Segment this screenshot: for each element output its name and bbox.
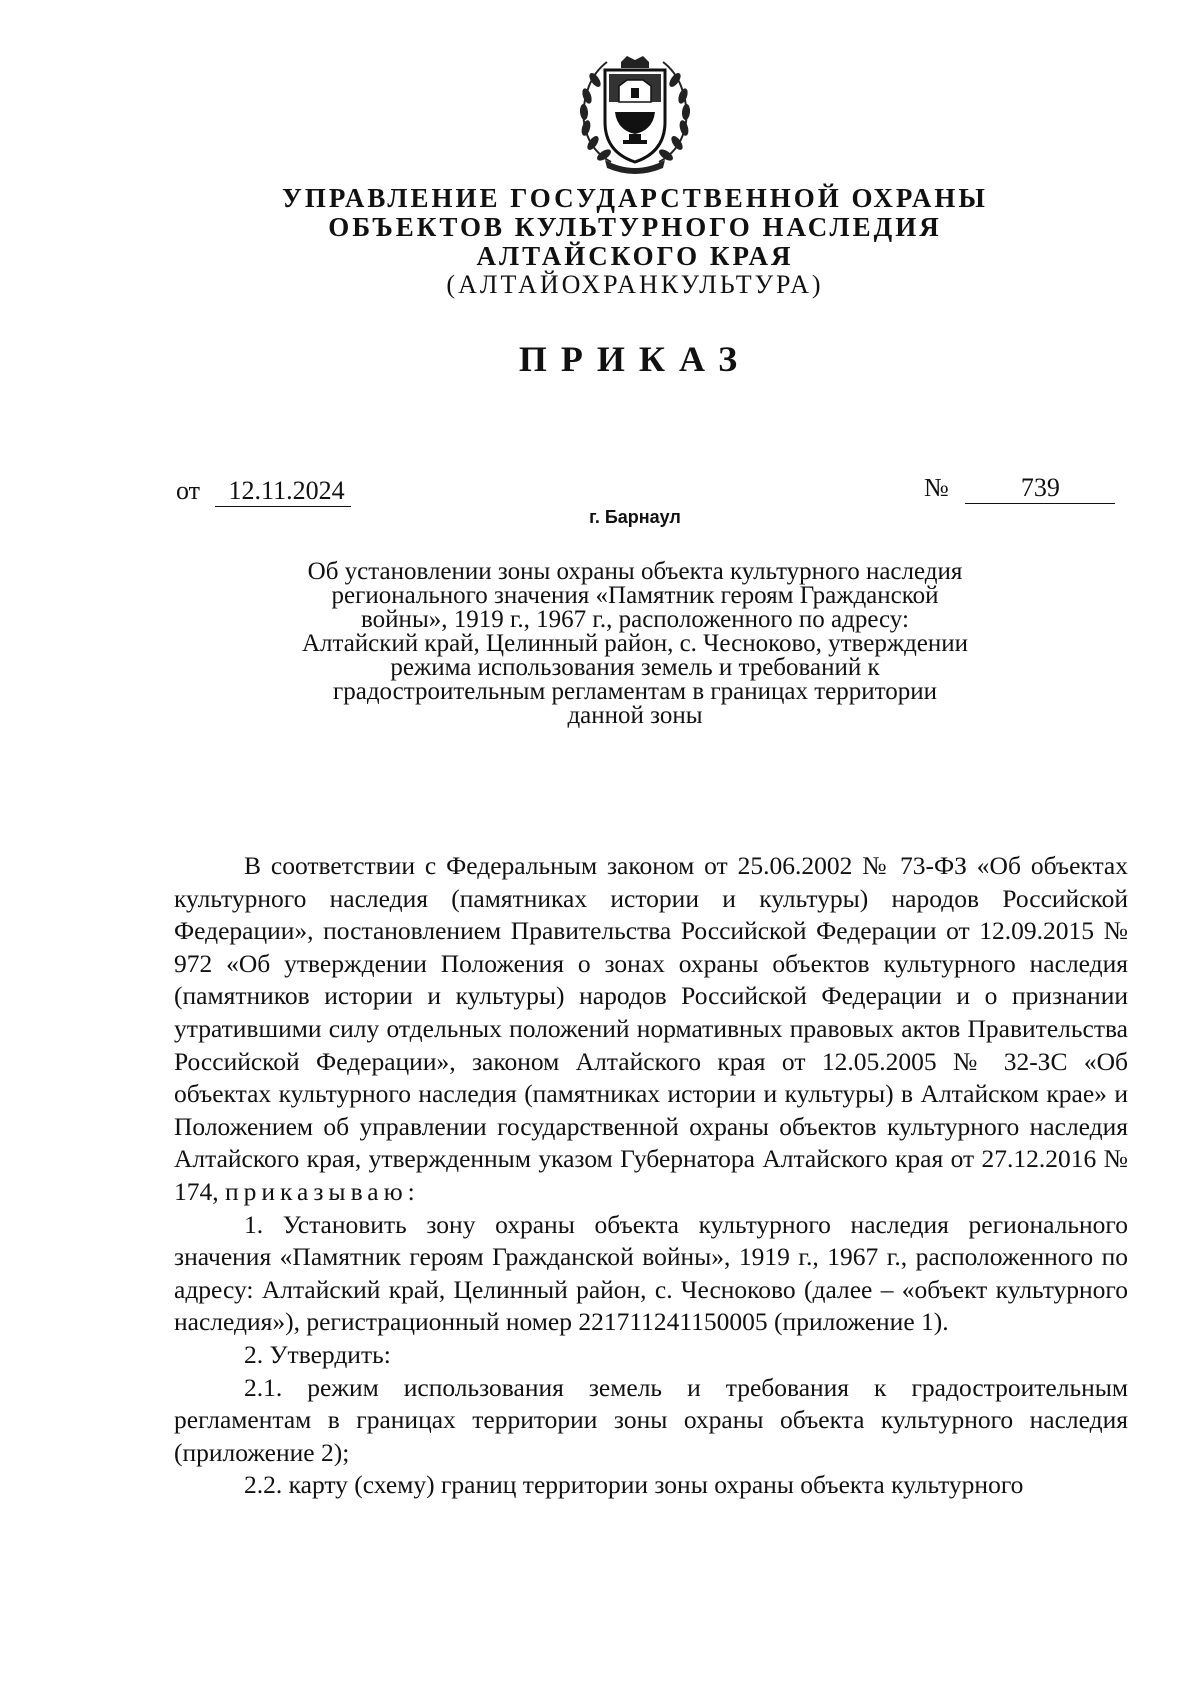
number-prefix: № — [924, 473, 949, 502]
order-word: приказываю: — [225, 1176, 420, 1206]
number-value: 739 — [965, 473, 1115, 504]
document-subject — [210, 560, 1060, 728]
coat-of-arms-emblem — [571, 52, 699, 180]
subject-line: регионального значения «Памятник героям Гражданской — [331, 582, 939, 609]
order-item: 1. Установить зону охраны объекта культурного наследия регионального значения «Памятник героям Гражданской войны», 1919 г., 1967 г., расположенного по адресу: Алтайский край, Целинный район, с. Чесноково (далее – «объект культурного наследия»), регистрационный номер 221711241150005 (приложение 1). — [174, 1209, 1128, 1337]
order-item: 2. Утвердить: — [244, 1339, 391, 1369]
subject-line: Об установлении зоны охраны объекта культурного наследия — [307, 558, 963, 585]
subject-line: режима использования земель и требований к — [390, 654, 880, 681]
order-item: 2.1. режим использования земель и требования к градостроительным регламентам в границах территории зоны охраны объекта культурного наследия (приложение 2); — [174, 1372, 1128, 1467]
subject-line: градостроительным регламентам в границах территории — [332, 678, 938, 705]
document-body — [174, 850, 1128, 1502]
subject-line: Алтайский край, Целинный район, с. Чесноково, утверждении — [301, 630, 969, 657]
subject-line: данной зоны — [567, 702, 703, 729]
document-number — [924, 473, 1115, 504]
preamble-text: В соответствии с Федеральным законом от 25.06.2002 № 73-ФЗ «Об объектах культурного наследия (памятниках истории и культуры) народов Российской Федерации», постановлением Правительства Российской Федерации от 12.09.2015 № 972 «Об утверждении Положения о зонах охраны объектов культурного наследия (памятников истории и культуры) народов Российской Федерации и о признании утратившими силу отдельных положений нормативных правовых актов Правительства Российской Федерации», законом Алтайского края от 12.05.2005 № 32-ЗС «Об объектах культурного наследия (памятниках истории и культуры) в Алтайском крае» и Положением об управлении государственной охраны объектов культурного наследия Алтайского края, утвержденным указом Губернатора Алтайского края от 27.12.2016 № 174, — [174, 851, 1128, 1206]
document-date — [176, 476, 351, 507]
order-item: 2.2. карту (схему) границ территории зоны охраны объекта культурного — [244, 1470, 1024, 1500]
agency-abbreviation: (АЛТАЙОХРАНКУЛЬТУРА) — [446, 270, 824, 299]
date-value: 12.11.2024 — [215, 476, 351, 507]
subject-line: войны», 1919 г., 1967 г., расположенного по адресу: — [361, 606, 909, 633]
agency-name-line-2: ОБЪЕКТОВ КУЛЬТУРНОГО НАСЛЕДИЯ — [328, 212, 942, 242]
preamble-paragraph — [174, 850, 1128, 1209]
agency-name-line-1: УПРАВЛЕНИЕ ГОСУДАРСТВЕННОЙ ОХРАНЫ — [282, 183, 988, 213]
agency-name-line-3: АЛТАЙСКОГО КРАЯ — [476, 241, 794, 271]
city-label: г. Барнаул — [589, 507, 681, 527]
date-prefix: от — [176, 476, 201, 505]
document-title: ПРИКАЗ — [518, 339, 752, 379]
